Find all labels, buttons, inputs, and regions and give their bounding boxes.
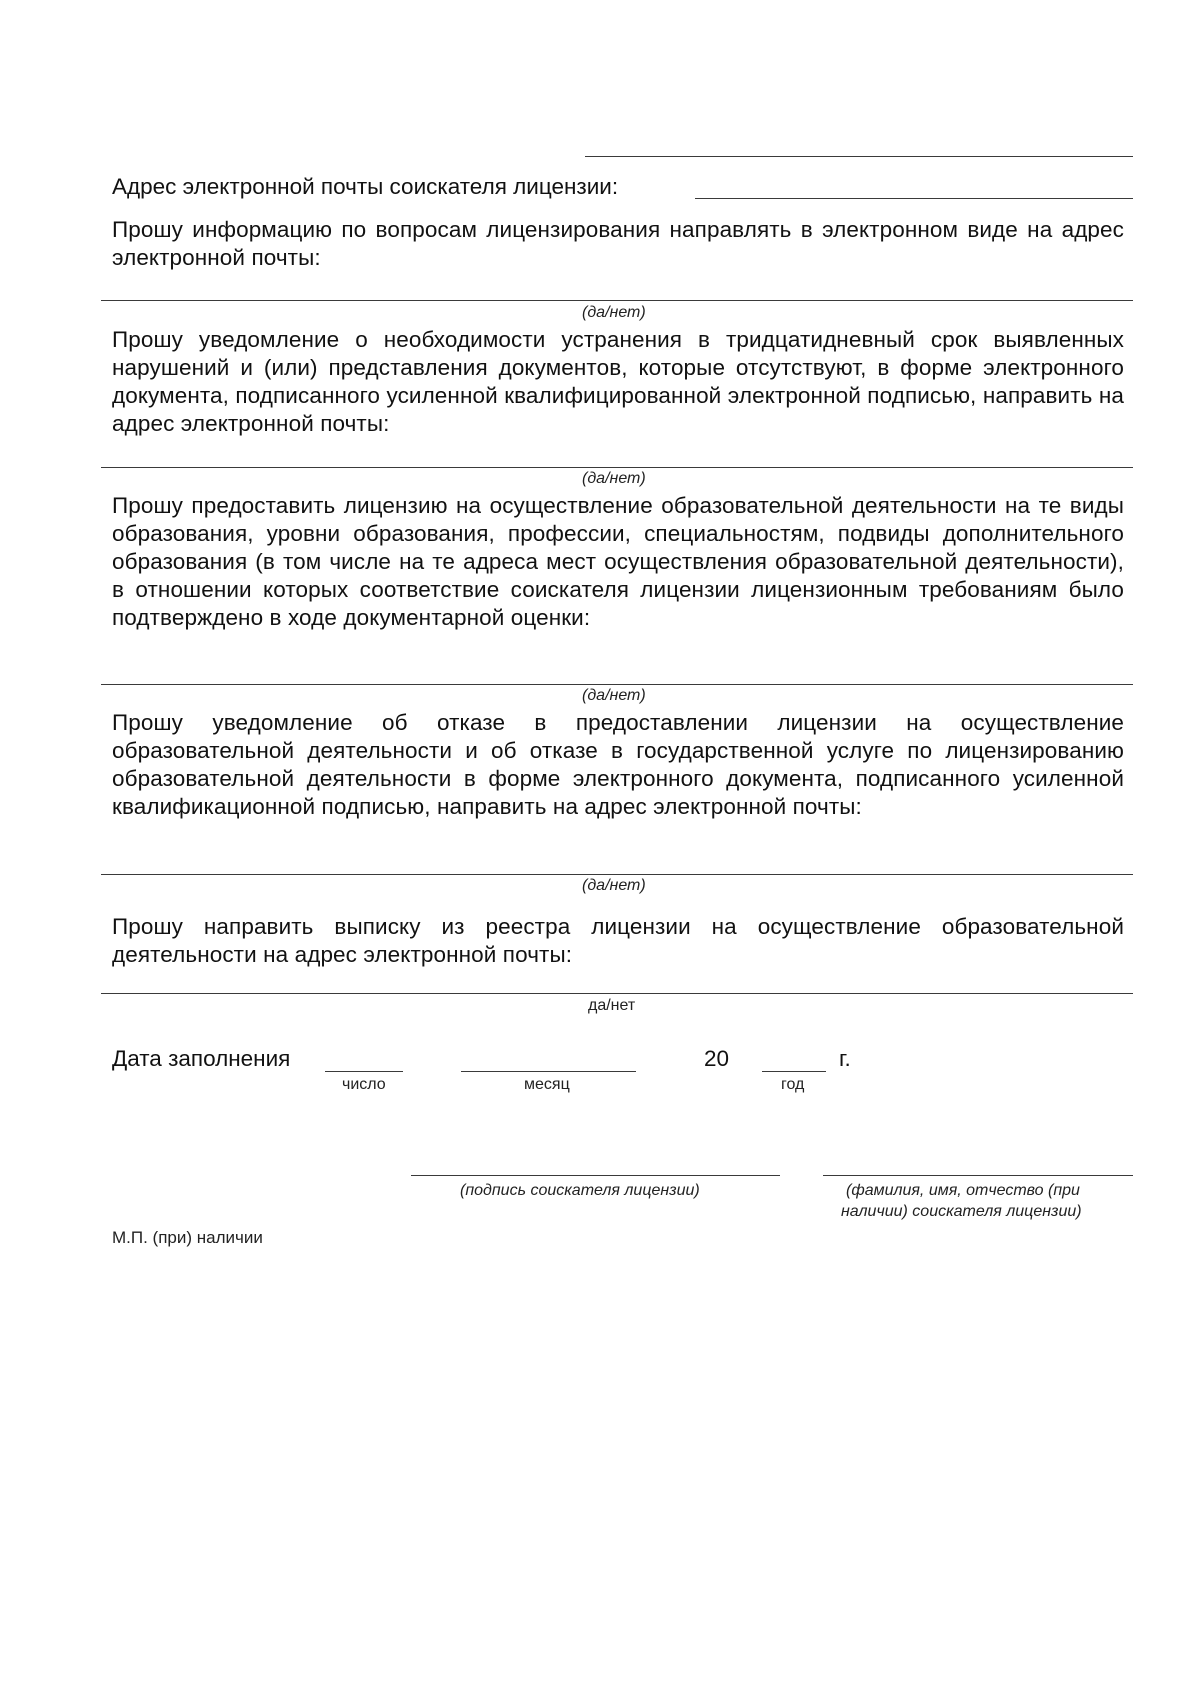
date-month-hint: месяц: [524, 1076, 570, 1093]
full-name-hint-line1: (фамилия, имя, отчество (при: [846, 1182, 1080, 1199]
date-year-suffix: г.: [839, 1046, 851, 1071]
date-label: Дата заполнения: [112, 1046, 291, 1071]
question-1-hint: (да/нет): [582, 304, 646, 321]
question-4-hint: (да/нет): [582, 877, 646, 894]
question-4-answer-line[interactable]: [101, 874, 1133, 875]
question-5-hint: да/нет: [588, 997, 636, 1014]
question-3-text: Прошу предоставить лицензию на осуществление образовательной деятельности на те виды образования, уровни образования, профессии, специальностям, подвиды дополнительного образования (в том числе на те адреса мест осуществления образовательной деятельности), в отношении которых соответствие соискателя лицензии лицензионным требованиям было подтверждено в ходе документарной оценки:: [112, 493, 1124, 630]
question-3-hint: (да/нет): [582, 687, 646, 704]
question-1-answer-line[interactable]: [101, 300, 1133, 301]
question-1-text: Прошу информацию по вопросам лицензирования направлять в электронном виде на адрес электронной почты:: [112, 217, 1124, 270]
date-year-hint: год: [781, 1076, 805, 1093]
question-2-text: Прошу уведомление о необходимости устранения в тридцатидневный срок выявленных нарушений и (или) представления документов, которые отсутствуют, в форме электронного документа, подписанного усиленной квалифицированной электронной подписью, направить на адрес электронной почты:: [112, 327, 1124, 436]
date-day-line[interactable]: [325, 1071, 403, 1072]
date-day-hint: число: [342, 1076, 386, 1093]
question-4-text: Прошу уведомление об отказе в предоставлении лицензии на осуществление образовательной деятельности и об отказе в государственной услуге по лицензированию образовательной деятельности в форме электронного документа, подписанного усиленной квалификационной подписью, направить на адрес электронной почты:: [112, 710, 1124, 819]
email-input-line[interactable]: [695, 198, 1133, 199]
signature-hint: (подпись соискателя лицензии): [460, 1182, 700, 1199]
date-year-prefix: 20: [704, 1046, 730, 1071]
date-month-line[interactable]: [461, 1071, 636, 1072]
email-label: Адрес электронной почты соискателя лицензии:: [112, 174, 619, 199]
question-2-hint: (да/нет): [582, 470, 646, 487]
signature-line[interactable]: [411, 1175, 780, 1176]
question-5-answer-line[interactable]: [101, 993, 1133, 994]
stamp-note: М.П. (при) наличии: [112, 1228, 263, 1247]
full-name-hint-line2: наличии) соискателя лицензии): [841, 1203, 1082, 1220]
top-right-line: [585, 156, 1133, 157]
question-2-answer-line[interactable]: [101, 467, 1133, 468]
question-5-text: Прошу направить выписку из реестра лицензии на осуществление образовательной деятельности на адрес электронной почты:: [112, 914, 1124, 967]
full-name-line[interactable]: [823, 1175, 1133, 1176]
date-year-line[interactable]: [762, 1071, 826, 1072]
question-3-answer-line[interactable]: [101, 684, 1133, 685]
